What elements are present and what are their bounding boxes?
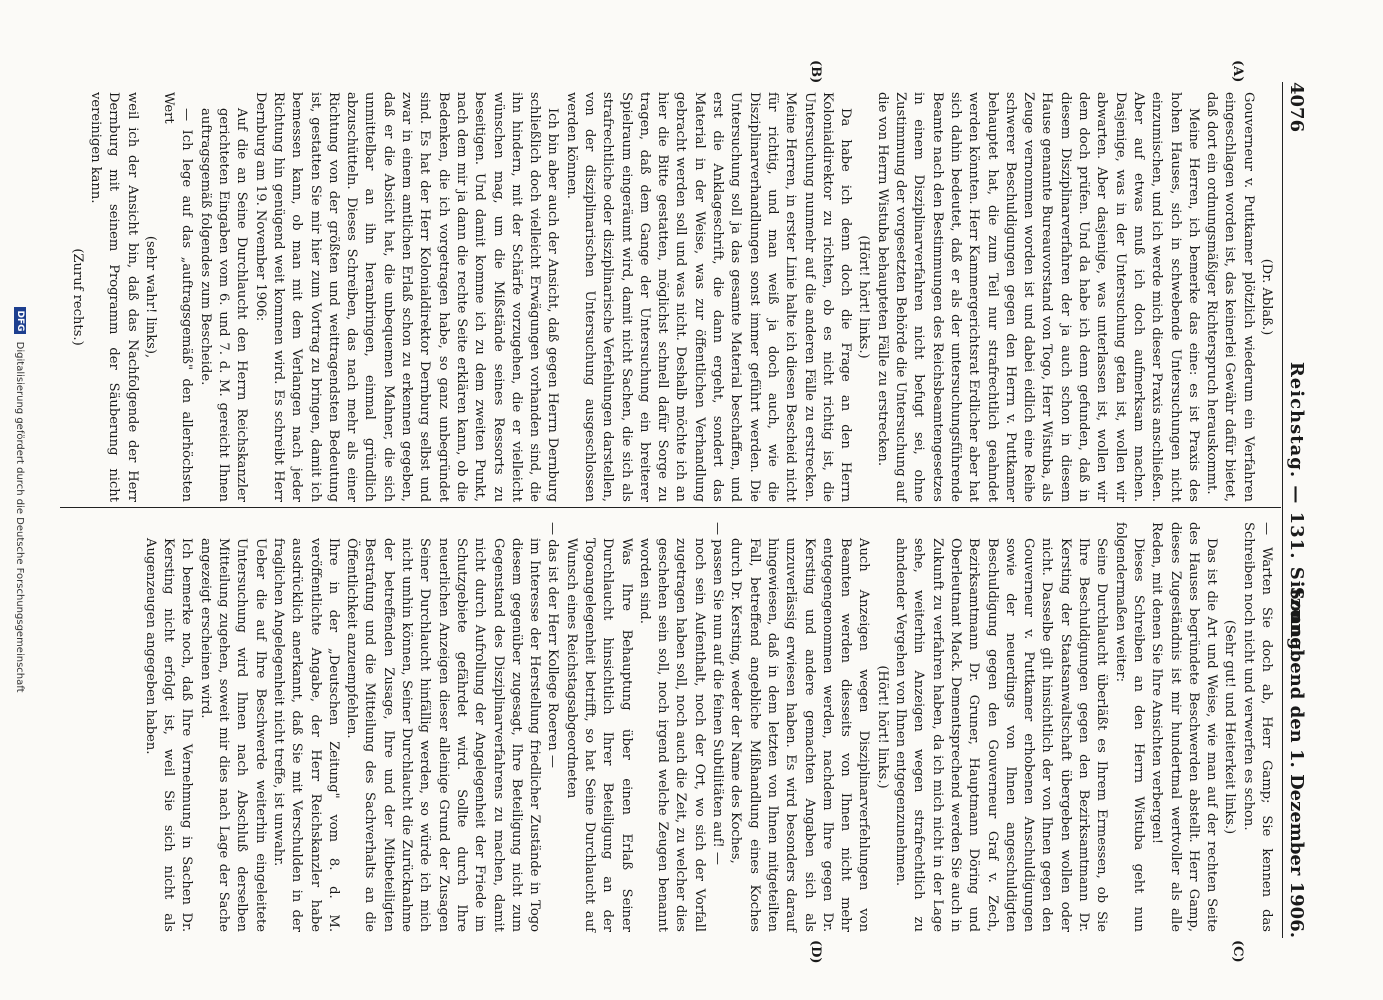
margin-label-d: (D) <box>808 940 823 964</box>
paragraph: Meine Herren, ich bemerke das eine: es ist Praxis des hohen Hauses, sich in schwebende Untersuchungen nicht einzumischen, und ich werde mich dieser Praxis anschließen. Aber auf etwas muß ich doch aufmerksam machen. Dasjenige, was in der Untersuchung getan ist, wollen wir abwarten. Aber dasjenige, was unterlassen ist, wollen wir dem doch prüfen. Und da habe ich denn gefunden, daß in diesem Disziplinarverfahren der ja auch schon in diesem Hause genannte Bureauvorstand von Togo, Herr Wistuba, als Zeuge vernommen worden ist und dabei eidlich eine Reihe schwerer Beschuldigungen gegen den Herrn v. Puttkamer behauptet hat, die zum Teil nur strafrechtlich geahndet werden könnten. Herr Kammergerichtsrat Erdlicher aber hat sich dahin bedeutet, daß er als der untersuchungsführende Beamte nach den Bestimmungen des Reichsbeamtengesetzes in einem Disziplinarverfahren nicht befugt sei, ohne Zustimmung der vorgesetzten Behörde die Untersuchung auf die von Herrn Wistuba behaupteten Fälle zu erstrecken. <box>874 92 1201 502</box>
interjection: (sehr wahr! links), <box>142 235 158 359</box>
page-header <box>1275 82 1315 938</box>
interjection: (Sehr gut! und Heiterkeit links.) <box>1222 619 1238 835</box>
quotation: Ueber die auf Ihre Beschwerde weiterhin eingeleitete Untersuchung wird Ihnen nach Abschluß derselben Mitteilung zugehen, soweit mir dies nach Lage der Sache angezeigt erscheinen wird. <box>197 538 268 932</box>
quotation: Auch Anzeigen wegen Disziplinarverfehlungen von Beamten werden diesseits von Ihnen nicht mehr entgegengenommen werden, nachdem Ihre gegen Dr. Kersting und andere gemachten Angaben sich als unzuverlässig erwiesen haben. Es wird besonders darauf hingewiesen, daß in dem letzten von Ihnen mitgeteilten Fall, betreffend angebliche Mißhandlung eines Koches durch Dr. Kersting, weder der Name des Koches, <box>728 538 872 932</box>
margin-label-b: (B) <box>808 60 823 84</box>
quotation: Seine Durchlaucht überläßt es Ihrem Ermessen, ob Sie Ihre Beschuldigungen gegen den Bezirksamtmann Dr. Kersting der Staatsanwaltschaft übergeben wollen oder nicht. Dasselbe gilt hinsichtlich der von Ihnen gegen den Gouverneur v. Puttkamer erhobenen Anschuldigungen sowie der neuerdings von Ihnen angeschuldigten Beschuldigung gegen den Gouverneur Graf v. Zech, Bezirksamtmann Dr. Gruner, Hauptmann Döring und Oberleutnant Mack. Dementsprechend werden Sie auch in Zukunft zu verfahren haben, da ich mich nicht in der Lage sehe, weiterhin Anzeigen wegen strafrechtlich zu ahndender Vergehen von Ihnen entgegenzunehmen. <box>893 538 1110 932</box>
paragraph: — passen Sie nun auf die feinen Subtilitäten auf! — <box>710 522 726 865</box>
margin-label-a: (A) <box>1230 60 1245 83</box>
quotation: noch sein Aufenthalt, noch der Ort, wo sich der Vorfall zugetragen haben soll, noch auch die Zeit, zu welcher dies geschehen sein soll, noch irgend welche Zeugen benannt worden sind. <box>636 538 707 932</box>
paragraph: — Warten Sie doch ab, Herr Gamp; Sie kennen das Schreiben noch nicht und verwerfen es schon. <box>1240 522 1274 932</box>
paragraph: Das ist die Art und Weise, wie man auf der rechten Seite des Hauses begründete Beschwerden abstellt. Herr Gamp, dieses Zugeständnis ist mir hundertmal wertvoller als alle Reden, mit denen Sie Ihre Ansichten verbergen! <box>1149 522 1220 932</box>
quotation: Was Ihre Behauptung über einen Erlaß Seiner Durchlaucht hinsichtlich Ihrer Beteiligung an der Togoangelegenheit betrifft, so hat Seine Durchlaucht auf Wunsch eines Reichstagsabgeordneten <box>563 538 634 932</box>
margin-label-c: (C) <box>1230 940 1245 963</box>
paragraph: Da habe ich denn doch die Frage an den Herrn Kolonialdirektor zu richten, ob es nicht richtig ist, die Untersuchung nunmehr auf die anderen Fälle zu erstrecken. Meine Herren, in erster Linie halte ich diesen Bescheid nicht für richtig, und man weiß ja doch auch, wie die Disziplinarverhandlungen sonst immer geführt werden. Die Untersuchung soll ja das gesamte Material beschaffen, und erst die Anklageschrift, die dann ergeht, sondert das Material in der Weise, was zur öffentlichen Verhandlung gebracht werden soll und was nicht. Deshalb möchte ich an hier die Bitte gestatten, möglichst schnell dafür Sorge zu tragen, daß dem Gange der Untersuchung ein breiterer Spielraum eingeräumt wird, damit nicht Sachen, die sich als strafrechtliche oder disziplinarische Verfehlungen darstellen, von der disziplinarischen Untersuchung ausgeschlossen werden können. <box>563 92 854 502</box>
quotation: im Interesse der Herstellung friedlicher Zustände in Togo diesem gegenüber zugesagt, Ihre Beteiligung nicht zum Gegenstand des Disziplinarverfahrens zu machen, damit nicht durch Aufrollung der Angelegenheit der Friede im Schutzgebiete gefährdet wird. Sollte durch Ihre neuerlichen Anzeigen dieser alleinige Grund der Zusagen Seiner Durchlaucht hinfällig werden, so würde ich mich nicht umhin können, Seiner Durchlaucht die Zurücknahme der betreffenden Zusage, Ihre und der Mitbeteiligten Bestrafung und die Mitteilung des Sachverhalts an die Öffentlichkeit anzuempfehlen. <box>344 538 543 932</box>
footer-text: Digitalisierung gefördert durch die Deutsche Forschungsgemeinschaft <box>14 341 25 693</box>
paragraph: Ich bin aber auch der Ansicht, daß gegen Herrn Dernburg schließlich doch vielleicht Erwägungen vorhanden sind, die ihn hindern, mit der Schärfe vorzugehen, die er vielleicht wünschen mag, um die Mißstände seines Ressorts zu beseitigen. Und damit komme ich zu dem zweiten Punkt, nach dem mir ja dann die rechte Seite erklären kann, ob die Bedenken, die ich vorgetragen habe, so ganz unbegründet sind. Es hat der Herr Kolonialdirektor Dernburg selbst und zwar in einem amtlichen Erlaß schon zu erkennen gegeben, daß er die Absicht hat, die unbequemen Mahner, die sich unmittelbar an ihn heranbringen, einmal gründlich abzuschütteln. Dieses Schreiben, das nach mehr als einer Richtung von der größten und weittragendsten Bedeutung ist, gestatten Sie mir hier zum Vortrag zu bringen, damit ich bemessen kann, ob man mit dem Verlangen nach jeder Richtung hin genügend weit kommen wird. Es schreibt Herr Dernburg am 19. November 1906: <box>252 92 561 502</box>
page-number: 4076 <box>1286 82 1307 133</box>
quotation: Ihre in der „Deutschen Zeitung" vom 8. d. M. veröffentlichte Angabe, der Herr Reichskanzler habe ausdrücklich anerkannt, daß Sie mit Verschulden in der fraglichen Angelegenheit nicht treffe, ist unwahr. <box>270 538 341 932</box>
speaker-label: (Dr. Ablaß.) <box>1259 258 1274 336</box>
left-column <box>67 92 1275 502</box>
quotation: Auf die an Seine Durchlaucht den Herrn Reichskanzler gerichteten Eingaben vom 6. und 7. d. M. gereicht Ihnen auftragsgemäß folgendes zum Bescheide. <box>197 108 250 502</box>
paragraph: weil ich der Ansicht bin, daß das Nachfolgende der Herr Dernburg mit seinem Programm der Säuberung nicht vereinigen kann. <box>88 92 140 502</box>
right-column <box>141 522 1275 932</box>
paragraph: — das ist der Herr Kollege Roeren — <box>545 522 561 768</box>
session-date: Sonnabend den 1. Dezember 1906. <box>1286 586 1307 938</box>
digitization-footer <box>14 0 26 1000</box>
column-divider <box>60 507 1281 508</box>
paragraph: Dieses Schreiben an den Herrn Wistuba geht nun folgendermaßen weiter: <box>1112 522 1146 932</box>
page-title: Reichstag. — 131. Sitzung. <box>1286 361 1307 659</box>
interjection: (Hört! hört! links.) <box>856 235 872 359</box>
paragraph: — Ich lege auf das „auftragsgemäß" den allerhöchsten Wert <box>161 92 195 502</box>
dfg-logo: DFG <box>14 307 26 334</box>
quotation: Ich bemerke noch, daß Ihre Vernehmung in Sachen Dr. Kersting nicht erfolgt ist, weil Sie sich nicht als Augenzeugen angegeben haben. <box>142 538 195 932</box>
interjection: (Zuruf rechts.) <box>69 248 85 346</box>
interjection: (Hört! hört! links.) <box>874 665 890 789</box>
paragraph: Gouverneur v. Puttkamer plötzlich wiederum ein Verfahren eingeschlagen worden ist, das keinerlei Gewähr dafür bietet, daß dort ein ordnungsmäßiger Richterspruch herauskommt. <box>1204 92 1256 502</box>
header-rule <box>1282 82 1283 938</box>
